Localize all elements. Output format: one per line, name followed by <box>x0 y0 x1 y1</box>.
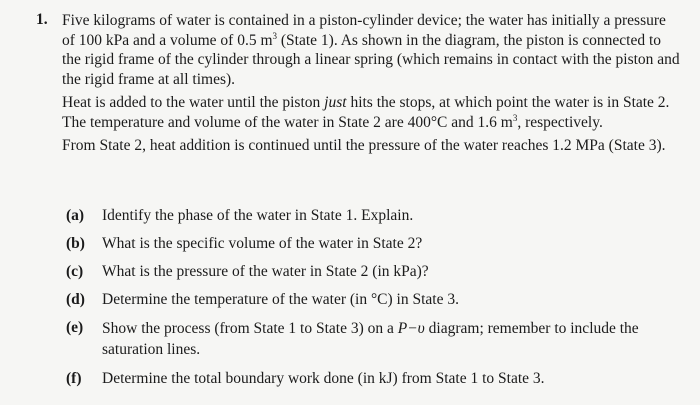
part-b <box>66 234 676 254</box>
part-e-text <box>102 320 639 358</box>
part-d-text: Determine the temperature of the water (in °C) in State 3. <box>102 291 459 308</box>
p1-text-b: (State 1). As shown in the diagram, the piston is connected to the rigid frame of the cylinder through a linear spring (which remains in contact with the piston and the rigid frame at all times). <box>62 31 680 88</box>
p2-superscript: 3 <box>512 112 518 123</box>
part-a-label: (a) <box>66 207 85 224</box>
p1-text-a: Five kilograms of water is contained in a piston-cylinder device; the water has initially a pressure of 100 kPa and a volume of 0.5 m <box>62 12 666 49</box>
part-e-text-a: Show the process (from State 1 to State 3) on a <box>102 320 398 337</box>
p2-emphasis: just <box>324 94 347 111</box>
part-f-label: (f) <box>66 369 82 387</box>
p1-superscript: 3 <box>272 30 278 41</box>
part-c <box>66 262 676 282</box>
p2-text-b: hits the stops, at which point the water is in State 2. The temperature and volume of the water in State 2 are 400°C and 1.6 m <box>62 94 670 131</box>
question-number: 1. <box>36 11 48 28</box>
part-d-label: (d) <box>66 291 85 308</box>
paragraph-state-3: From State 2, heat addition is continued until the pressure of the water reaches 1.2 MPa (State 3). <box>62 137 666 154</box>
part-d <box>66 290 676 310</box>
part-b-text: What is the specific volume of the water in State 2? <box>102 235 423 252</box>
paragraph-state-1 <box>62 11 680 89</box>
part-e-label: (e) <box>66 319 84 336</box>
part-c-label: (c) <box>66 263 84 280</box>
p2-text-c: , respectively. <box>517 113 603 131</box>
part-c-text: What is the pressure of the water in State 2 (in kPa)? <box>102 263 429 280</box>
part-f-text: Determine the total boundary work done (in kJ) from State 1 to State 3. <box>102 369 545 387</box>
paragraph-state-2 <box>62 93 680 132</box>
part-e <box>66 318 676 360</box>
p2-text-a: Heat is added to the water until the piston <box>62 94 325 111</box>
part-f <box>66 369 676 389</box>
part-e-text-b: diagram; remember to include the saturation lines. <box>102 320 639 358</box>
question-parts-list <box>66 206 676 397</box>
part-e-emphasis: P−υ <box>397 320 425 337</box>
part-b-label: (b) <box>66 235 85 252</box>
part-a <box>66 206 676 226</box>
question-body <box>62 11 680 156</box>
part-a-text: Identify the phase of the water in State 1. Explain. <box>102 207 414 224</box>
